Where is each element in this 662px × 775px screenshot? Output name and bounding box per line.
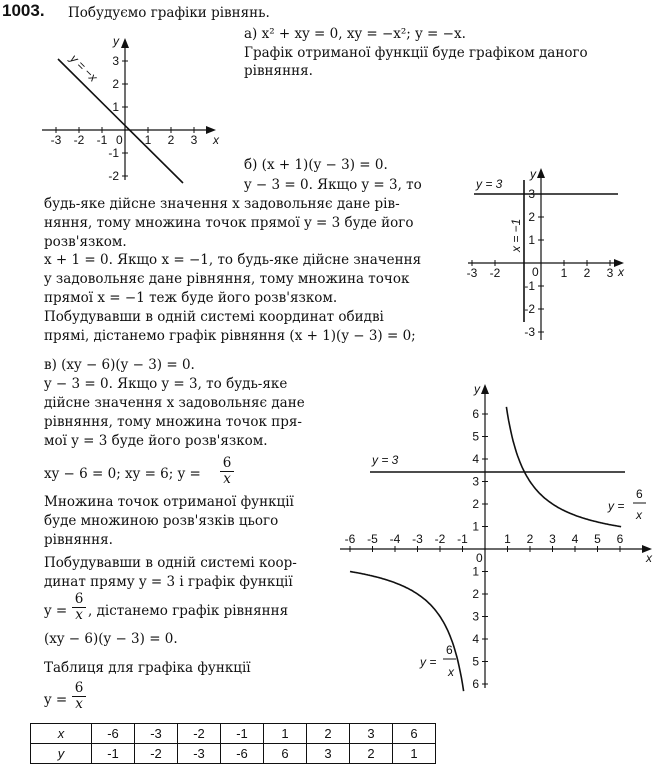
graph-c-y-tick: 4 bbox=[472, 632, 479, 646]
graph-b-x-label: x bbox=[618, 265, 624, 279]
table-y-label: y bbox=[31, 744, 92, 764]
graph-c-x-tick: -3 bbox=[412, 532, 423, 546]
table-caption-frac-den: x bbox=[75, 696, 83, 712]
graph-b-x-tick: -2 bbox=[489, 266, 501, 280]
graph-c-hyperbola-positive bbox=[506, 407, 621, 527]
part-b-line-2: будь-яке дійсне значення x задовольняє дане рів- bbox=[44, 196, 400, 212]
graph-a-y-tick: 2 bbox=[112, 77, 119, 91]
part-c-line-10-frac-den: x bbox=[75, 607, 83, 623]
graph-b-y-tick: 2 bbox=[528, 210, 535, 224]
part-c-line-8: Побудувавши в одній системі коор- bbox=[44, 555, 297, 571]
part-b-line-7: прямої x = −1 теж буде його розв'язком. bbox=[44, 290, 338, 306]
table-x-cell: -6 bbox=[92, 724, 135, 744]
part-c-line-5: Множина точок отриманої функції bbox=[44, 494, 294, 510]
part-a-equation: а) x² + xy = 0, xy = −x²; y = −x. bbox=[244, 26, 466, 42]
table-x-cell: -1 bbox=[221, 724, 264, 744]
graph-a-origin: 0 bbox=[116, 133, 123, 147]
part-c-line-10-right: , дістанемо графік рівняння bbox=[88, 603, 289, 619]
part-c-line-1: y − 3 = 0. Якщо y = 3, то будь-яке bbox=[44, 376, 288, 392]
graph-c-y-arrow bbox=[481, 384, 489, 394]
graph-c-x-tick: 2 bbox=[526, 532, 534, 546]
graph-a-x-tick: -3 bbox=[50, 133, 62, 147]
part-b-line-5: x + 1 = 0. Якщо x = −1, то будь-яке дійсне значення bbox=[44, 252, 422, 268]
graph-b-y-arrow bbox=[537, 168, 545, 178]
graph-b-origin: 0 bbox=[532, 265, 539, 279]
graph-b-x-tick: 2 bbox=[583, 266, 591, 280]
graph-b-y-tick: 3 bbox=[528, 187, 535, 201]
part-c-line-3: рівняння, тому множина точок пря- bbox=[44, 414, 302, 430]
part-b-line-8: Побудувавши в одній системі координат обидві bbox=[44, 309, 384, 325]
part-b-line-6: y задовольняє дане рівняння, тому множина точок bbox=[44, 271, 410, 287]
graph-c-y-tick: 5 bbox=[472, 654, 479, 669]
part-c-line-2: дійсне значення x задовольняє дане bbox=[44, 395, 305, 411]
graph-c-label-pos-num: 6 bbox=[636, 487, 643, 501]
table-y-cell: 1 bbox=[393, 744, 436, 764]
graph-c-x-tick: 1 bbox=[504, 532, 511, 546]
graph-c-x-tick: -6 bbox=[344, 532, 356, 546]
graph-a-y-tick: 1 bbox=[112, 100, 119, 114]
part-c-line-7: рівняння. bbox=[44, 532, 113, 548]
table-caption-eq: y = bbox=[44, 692, 68, 708]
part-c-eq2: xy − 6 = 0; xy = 6; y = bbox=[44, 466, 201, 482]
graph-a-line-label: y = −x bbox=[67, 51, 101, 85]
graph-b-y-tick: -3 bbox=[524, 325, 535, 339]
part-c-line-6: буде множиною розв'язків цього bbox=[44, 513, 279, 529]
table-x-cell: 1 bbox=[264, 724, 307, 744]
graph-c-y-tick: 5 bbox=[472, 429, 479, 444]
table-x-cell: -3 bbox=[135, 724, 178, 744]
graph-b-label-y3: y = 3 bbox=[476, 177, 503, 191]
graph-c-y-tick: 1 bbox=[472, 519, 479, 534]
table-y-cell: 2 bbox=[350, 744, 393, 764]
graph-b-x-tick: 1 bbox=[560, 266, 568, 280]
part-c-eq2-frac-num: 6 bbox=[220, 456, 234, 472]
graph-c-y-tick: 1 bbox=[472, 564, 479, 579]
graph-a-x-tick: 1 bbox=[144, 133, 152, 147]
graph-c-y-tick: 4 bbox=[472, 452, 479, 466]
graph-a-x-label: x bbox=[213, 133, 219, 147]
part-b-equation: б) (x + 1)(y − 3) = 0. bbox=[244, 157, 388, 173]
graph-c-x-tick: 6 bbox=[616, 532, 624, 546]
table-y-cell: 6 bbox=[264, 744, 307, 764]
part-a-text-1: Графік отриманої функції буде графіком даного bbox=[244, 45, 588, 61]
table-x-cell: 3 bbox=[350, 724, 393, 744]
part-c-line-10-frac-num: 6 bbox=[72, 592, 86, 608]
graph-c-origin: 0 bbox=[476, 551, 483, 565]
graph-a-y-label: y bbox=[113, 34, 119, 48]
part-c-line-4: мої y = 3 буде його розв'язком. bbox=[44, 433, 268, 449]
graph-c-x-tick: 3 bbox=[549, 532, 556, 546]
part-c-line-10-left: y = bbox=[44, 603, 68, 619]
graph-b-y-tick: 1 bbox=[528, 233, 535, 247]
graph-c-x-tick: -1 bbox=[457, 532, 468, 546]
graph-c-label-neg-den: x bbox=[448, 665, 454, 679]
graph-a-x-tick: 3 bbox=[190, 133, 198, 147]
graph-b-label-xm1: x = −1 bbox=[509, 218, 523, 252]
graph-c-x-tick: -2 bbox=[434, 532, 446, 546]
graph-c-label-pos-den: x bbox=[636, 508, 642, 522]
graph-c-label-y3: y = 3 bbox=[372, 453, 399, 467]
table-x-label: x bbox=[31, 724, 92, 744]
part-b-line-1: y − 3 = 0. Якщо y = 3, то bbox=[244, 177, 422, 193]
part-c-line-9: динат пряму y = 3 і графік функції bbox=[44, 574, 293, 590]
table-caption-frac-num: 6 bbox=[72, 681, 86, 697]
part-b-line-4: розв'язком. bbox=[44, 234, 127, 250]
graph-c-y-tick: 6 bbox=[472, 677, 479, 691]
graph-a-x-tick: -2 bbox=[73, 133, 85, 147]
problem-intro: Побудуємо графіки рівнянь. bbox=[68, 5, 270, 21]
table-x-cell: 2 bbox=[307, 724, 350, 744]
values-table bbox=[30, 723, 436, 764]
table-y-cell: -2 bbox=[135, 744, 178, 764]
graph-a-y-tick: -2 bbox=[108, 169, 119, 183]
graph-a-y-tick: 3 bbox=[112, 54, 119, 68]
graph-b-x-tick: 3 bbox=[606, 266, 614, 280]
table-y-cell: -6 bbox=[221, 744, 264, 764]
graph-a-y-tick: -1 bbox=[108, 146, 119, 160]
graph-c-label-neg-left: y = bbox=[420, 655, 437, 669]
table-y-cell: -3 bbox=[178, 744, 221, 764]
part-b-line-9: прямі, дістанемо графік рівняння (x + 1)(y − 3) = 0; bbox=[44, 328, 416, 344]
graph-c-x-label: x bbox=[646, 551, 652, 565]
graph-c-label-neg-num: 6 bbox=[446, 643, 453, 657]
table-caption: Таблиця для графіка функції bbox=[44, 660, 251, 676]
table-y-cell: 3 bbox=[307, 744, 350, 764]
graph-b-y-tick: -1 bbox=[524, 279, 535, 293]
table-x-cell: 6 bbox=[393, 724, 436, 744]
graph-c-y-label: y bbox=[474, 382, 480, 396]
graph-c-x-tick: 5 bbox=[594, 532, 601, 546]
graph-a-x-tick: -1 bbox=[96, 133, 108, 147]
part-c-equation: в) (xy − 6)(y − 3) = 0. bbox=[44, 357, 195, 373]
table-row-x bbox=[31, 724, 436, 744]
table-y-cell: -1 bbox=[92, 744, 135, 764]
graph-c-x-tick: -4 bbox=[389, 532, 401, 546]
graph-b-x-tick: -3 bbox=[466, 266, 478, 280]
graph-c-y-tick: 3 bbox=[472, 609, 479, 624]
graph-b-y-tick: -2 bbox=[524, 302, 535, 316]
graph-c-x-tick: -5 bbox=[367, 532, 378, 546]
graph-c-y-tick: 2 bbox=[472, 587, 479, 601]
graph-b-y-label: y bbox=[530, 167, 536, 181]
table-row-y bbox=[31, 744, 436, 764]
graph-c-y-tick: 6 bbox=[472, 407, 479, 421]
graph-c-hyperbola-negative bbox=[350, 572, 464, 692]
table-x-cell: -2 bbox=[178, 724, 221, 744]
graph-a-x-tick: 2 bbox=[167, 133, 175, 147]
graph-c-label-pos-left: y = bbox=[608, 499, 625, 513]
graph-c-x-tick: 4 bbox=[571, 532, 579, 546]
part-a-text-2: рівняння. bbox=[244, 63, 313, 79]
part-c-eq2-frac-den: x bbox=[223, 471, 231, 487]
graph-c-y-tick: 2 bbox=[472, 497, 479, 511]
graph-c-y-tick: 3 bbox=[472, 474, 479, 489]
problem-number: 1003. bbox=[2, 1, 45, 20]
part-b-line-3: няння, тому множина точок прямої y = 3 буде його bbox=[44, 215, 414, 231]
part-c-line-11: (xy − 6)(y − 3) = 0. bbox=[44, 631, 178, 647]
